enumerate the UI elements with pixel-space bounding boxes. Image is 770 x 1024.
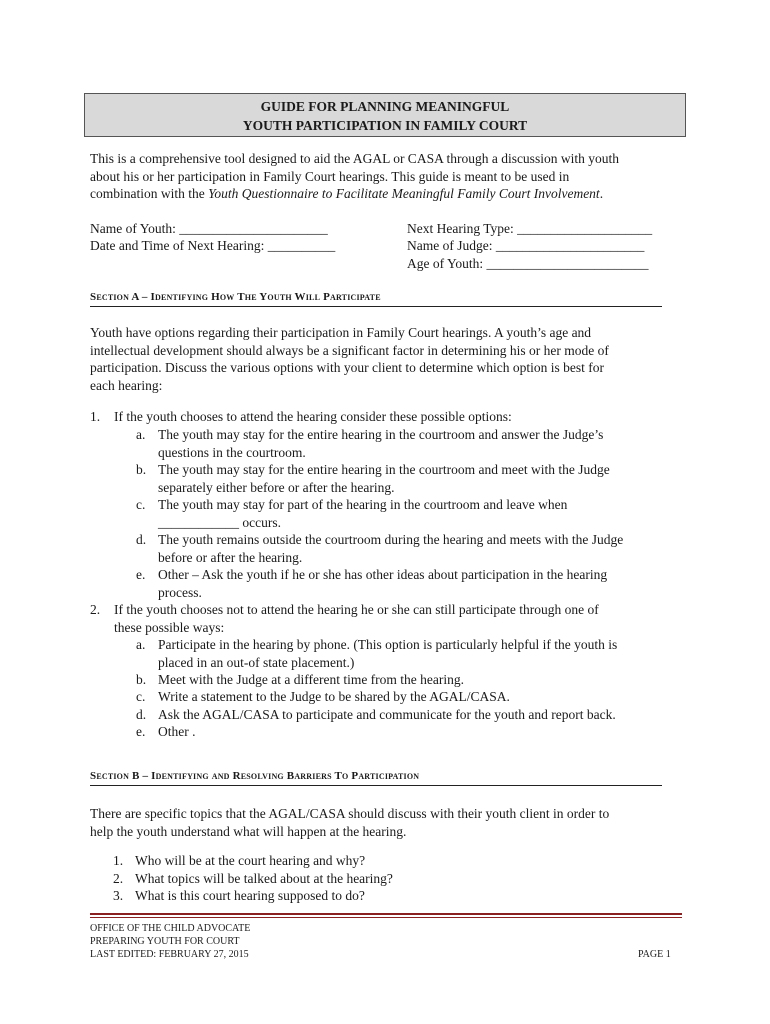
sub-item-letter: c. bbox=[136, 689, 146, 704]
sub-item-line-1: The youth may stay for the entire hearing in the courtroom and meet with the Judge bbox=[158, 462, 610, 477]
sub-item-line-2: before or after the hearing. bbox=[158, 549, 303, 565]
item-line-2: these possible ways: bbox=[114, 619, 225, 635]
item-text: What is this court hearing supposed to do? bbox=[135, 888, 365, 903]
footer-last-edited: LAST EDITED: FEBRUARY 27, 2015 bbox=[90, 949, 249, 960]
sub-item-text: Meet with the Judge at a different time from the hearing. bbox=[158, 672, 465, 687]
list-item bbox=[90, 408, 680, 426]
item-number: 1. bbox=[90, 409, 101, 424]
section-a-para-line-1: Youth have options regarding their participation in Family Court hearings. A youth’s age and bbox=[90, 325, 592, 340]
section-b-heading: Section B – Identifying and Resolving Barriers To Participation bbox=[90, 769, 662, 786]
sub-item bbox=[136, 688, 676, 706]
sub-item-letter: a. bbox=[136, 637, 146, 652]
sub-item bbox=[136, 496, 676, 532]
item-number: 3. bbox=[113, 888, 124, 903]
item-line-1: If the youth chooses not to attend the hearing he or she can still participate through one of bbox=[114, 602, 599, 617]
item-text bbox=[114, 601, 599, 636]
item-number: 2. bbox=[90, 602, 101, 617]
sub-item-text: Ask the AGAL/CASA to participate and communicate for the youth and report back. bbox=[158, 707, 616, 722]
item-number: 1. bbox=[113, 853, 124, 868]
sub-item-text bbox=[158, 566, 607, 601]
sub-item-letter: b. bbox=[136, 672, 147, 687]
sub-item-line-1: Participate in the hearing by phone. (This option is particularly helpful if the youth is bbox=[158, 637, 618, 652]
section-b-para-line-2: help the youth understand what will happen at the hearing. bbox=[90, 823, 407, 839]
sub-item-text bbox=[158, 461, 610, 496]
title-line-2: YOUTH PARTICIPATION IN FAMILY COURT bbox=[242, 118, 528, 133]
sub-item-text bbox=[158, 636, 617, 671]
title-line-1: GUIDE FOR PLANNING MEANINGFUL bbox=[260, 99, 510, 114]
age-of-youth-field: Age of Youth: ________________________ bbox=[407, 256, 649, 271]
sub-item-line-2: placed in an out-of state placement.) bbox=[158, 654, 355, 670]
section-a-paragraph bbox=[90, 324, 680, 394]
sub-item-letter: d. bbox=[136, 707, 147, 722]
sub-item-text bbox=[158, 426, 603, 461]
date-time-next-hearing-field: Date and Time of Next Hearing: __________ bbox=[90, 238, 336, 253]
section-a-para-line-2: intellectual development should always be a significant factor in determining his or her mode of bbox=[90, 342, 609, 358]
questionnaire-title: Youth Questionnaire to Facilitate Meaningful Family Court Involvement bbox=[208, 186, 600, 201]
sub-item-line-1: Other – Ask the youth if he or she has other ideas about participation in the hearing bbox=[158, 567, 608, 582]
next-hearing-type-field: Next Hearing Type: ____________________ bbox=[407, 221, 653, 236]
sub-item bbox=[136, 426, 676, 462]
sub-item bbox=[136, 636, 676, 672]
list-item bbox=[90, 601, 680, 637]
sub-item-line-2: ____________ occurs. bbox=[158, 514, 281, 530]
sub-item bbox=[136, 531, 676, 567]
document-title-box bbox=[84, 93, 686, 137]
sub-item bbox=[136, 671, 676, 689]
item-text: If the youth chooses to attend the hearing consider these possible options: bbox=[114, 409, 512, 424]
sub-item-letter: d. bbox=[136, 532, 147, 547]
footer-doc-title: PREPARING YOUTH FOR COURT bbox=[90, 936, 240, 947]
list-item bbox=[113, 887, 673, 905]
section-a-heading: Section A – Identifying How The Youth Will Participate bbox=[90, 290, 662, 307]
item-text: Who will be at the court hearing and why? bbox=[135, 853, 366, 868]
intro-line-3 bbox=[90, 185, 680, 203]
sub-item bbox=[136, 566, 676, 602]
sub-item-letter: e. bbox=[136, 567, 146, 582]
footer-rule bbox=[90, 913, 682, 915]
sub-item-line-1: The youth may stay for the entire hearing in the courtroom and answer the Judge’s bbox=[158, 427, 604, 442]
footer-rule-thin bbox=[90, 917, 682, 918]
item-number: 2. bbox=[113, 871, 124, 886]
sub-item-letter: a. bbox=[136, 427, 146, 442]
intro-line-1: This is a comprehensive tool designed to aid the AGAL or CASA through a discussion with youth bbox=[90, 151, 619, 166]
footer-office: OFFICE OF THE CHILD ADVOCATE bbox=[90, 923, 251, 934]
footer-page-number: PAGE 1 bbox=[638, 949, 671, 960]
sub-item-letter: e. bbox=[136, 724, 146, 739]
intro-line-3-start: combination with the bbox=[90, 186, 209, 201]
name-of-judge-field: Name of Judge: ______________________ bbox=[407, 238, 645, 253]
section-b-para-line-1: There are specific topics that the AGAL/CASA should discuss with their youth client in order to bbox=[90, 806, 610, 821]
sub-item-line-2: questions in the courtroom. bbox=[158, 444, 306, 460]
sub-item-letter: c. bbox=[136, 497, 146, 512]
sub-item-line-2: separately either before or after the hearing. bbox=[158, 479, 395, 495]
sub-item-text: Other . bbox=[158, 724, 196, 739]
section-a-para-line-3: participation. Discuss the various options with your client to determine which option is best for bbox=[90, 360, 605, 375]
sub-item-text bbox=[158, 496, 567, 531]
intro-line-2: about his or her participation in Family Court hearings. This guide is meant to be used in bbox=[90, 168, 570, 184]
sub-item bbox=[136, 461, 676, 497]
sub-item bbox=[136, 706, 676, 724]
list-item bbox=[113, 870, 673, 888]
sub-item-line-1: The youth remains outside the courtroom during the hearing and meets with the Judge bbox=[158, 532, 624, 547]
sub-item-text: Write a statement to the Judge to be shared by the AGAL/CASA. bbox=[158, 689, 510, 704]
sub-item-line-1: The youth may stay for part of the hearing in the courtroom and leave when bbox=[158, 497, 568, 512]
intro-line-3-end: . bbox=[599, 186, 604, 201]
sub-item-line-2: process. bbox=[158, 584, 202, 600]
list-item bbox=[113, 852, 673, 870]
sub-item-letter: b. bbox=[136, 462, 147, 477]
intro-paragraph bbox=[90, 150, 680, 203]
item-text: What topics will be talked about at the hearing? bbox=[135, 871, 393, 886]
sub-item-text bbox=[158, 531, 623, 566]
sub-item bbox=[136, 723, 676, 741]
section-b-paragraph bbox=[90, 805, 680, 840]
name-of-youth-field: Name of Youth: ______________________ bbox=[90, 221, 328, 236]
section-a-para-line-4: each hearing: bbox=[90, 377, 163, 393]
